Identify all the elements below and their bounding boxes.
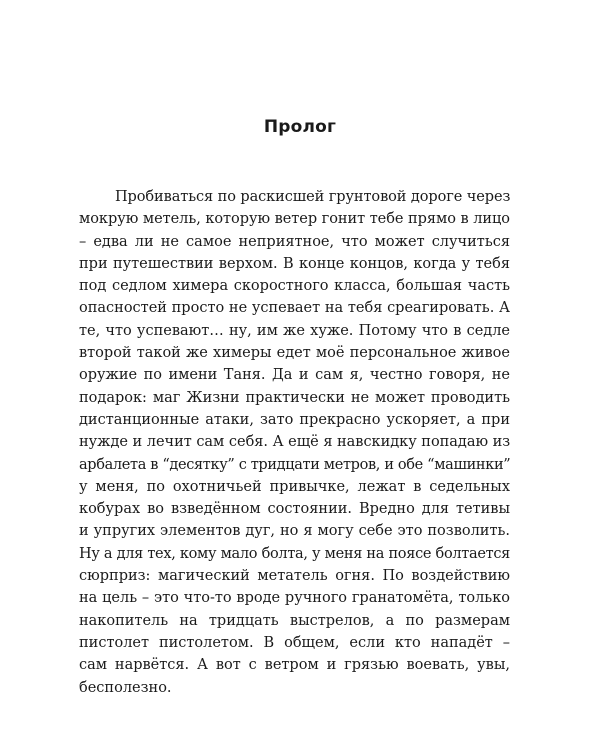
text-line: второй такой же химеры едет моё персональное живое xyxy=(79,345,510,362)
text-line: дистанционные атаки, зато прекрасно ускоряет, а при xyxy=(79,411,510,428)
text-line: Ну а для тех, кому мало болта, у меня на поясе болтается xyxy=(79,545,510,562)
text-line: сам нарвётся. А вот с ветром и грязью воевать, увы, xyxy=(79,657,510,674)
text-line: – едва ли не самое неприятное, что может случиться xyxy=(79,233,510,250)
text-line: на цель – это что-то вроде ручного гранатомёта, только xyxy=(79,590,510,607)
text-line: бесполезно. xyxy=(79,679,172,696)
text-line: у меня, по охотничьей привычке, лежат в седельных xyxy=(79,478,510,495)
text-line: арбалета в “десятку” с тридцати метров, и обе “машинки” xyxy=(79,456,511,473)
prologue-paragraph xyxy=(79,186,510,699)
text-line: и упругих элементов дуг, но я могу себе это позволить. xyxy=(79,523,510,540)
text-line: накопитель на тридцать выстрелов, а по размерам xyxy=(79,612,510,629)
chapter-title: Пролог xyxy=(263,117,337,137)
text-line: кобурах во взведённом состоянии. Вредно для тетивы xyxy=(79,501,510,518)
text-line: под седлом химера скоростного класса, большая часть xyxy=(79,278,510,295)
text-line: те, что успевают… ну, им же хуже. Потому что в седле xyxy=(79,322,510,339)
text-line: оружие по имени Таня. Да и сам я, честно говоря, не xyxy=(79,367,510,384)
text-line: опасностей просто не успевает на тебя среагировать. А xyxy=(79,300,510,317)
text-line: при путешествии верхом. В конце концов, когда у тебя xyxy=(79,255,510,272)
text-line: подарок: маг Жизни практически не может проводить xyxy=(79,389,510,406)
text-line: нужде и лечит сам себя. А ещё я навскидку попадаю из xyxy=(79,434,511,451)
text-line: мокрую метель, которую ветер гонит тебе прямо в лицо xyxy=(79,211,510,228)
text-line: пистолет пистолетом. В общем, если кто нападёт – xyxy=(79,634,510,651)
text-line: сюрприз: магический метатель огня. По воздействию xyxy=(79,568,510,585)
text-line: Пробиваться по раскисшей грунтовой дороге через xyxy=(115,189,511,205)
